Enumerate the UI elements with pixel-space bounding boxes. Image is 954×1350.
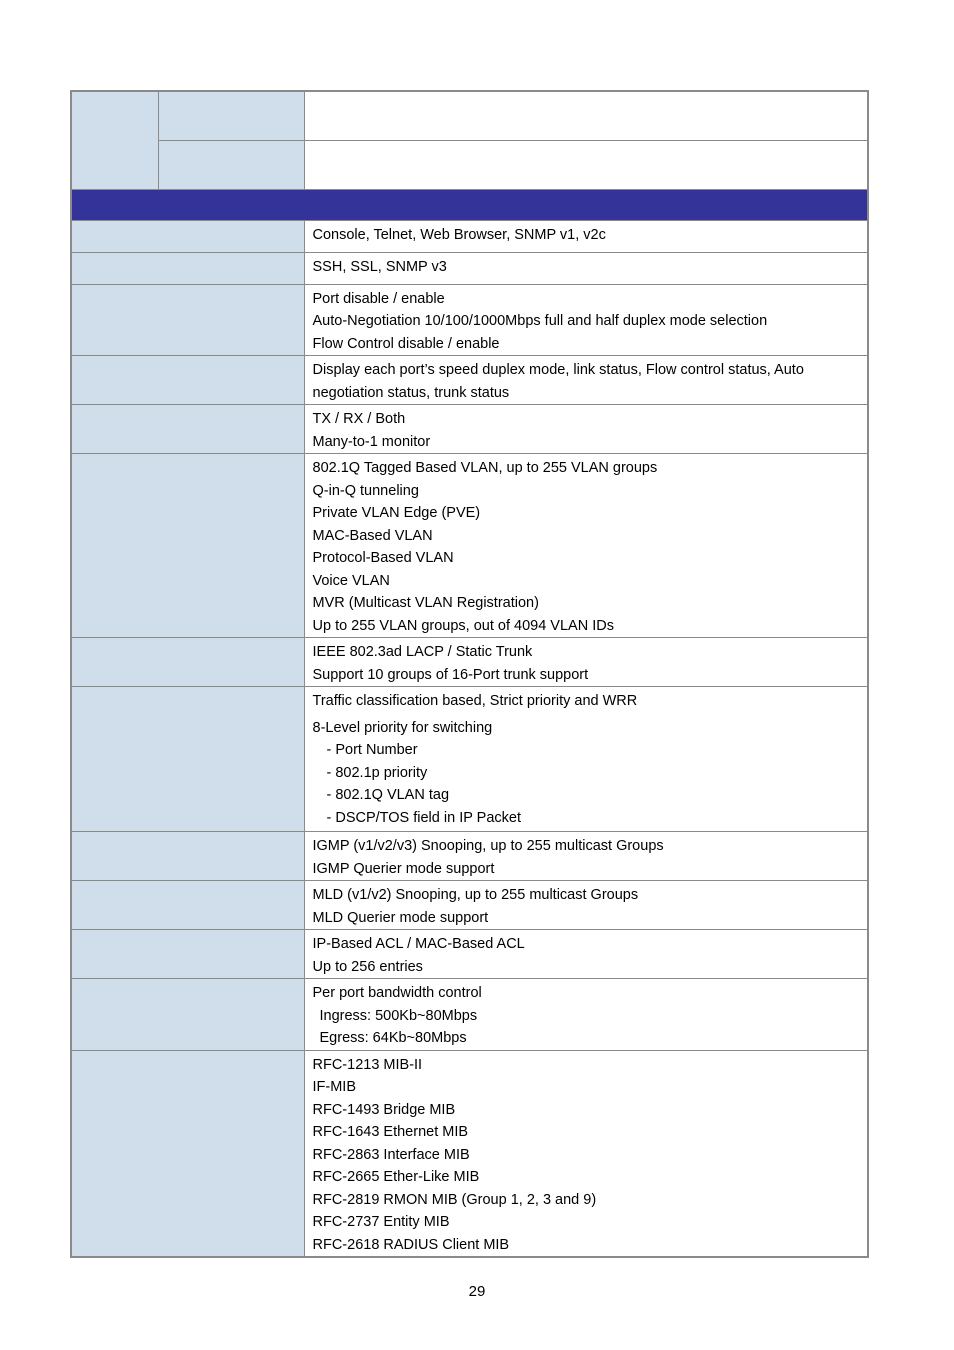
value-line: Traffic classification based, Strict priority and WRR — [312, 693, 638, 709]
value-line: - DSCP/TOS field in IP Packet — [326, 809, 521, 826]
row-label — [71, 252, 304, 284]
value-line: RFC-1213 MIB-II — [312, 1056, 423, 1073]
table-row — [71, 832, 868, 881]
value-line: - Port Number — [326, 742, 418, 758]
value-line: IF-MIB — [312, 1079, 356, 1095]
value-line: Protocol-Based VLAN — [312, 550, 454, 566]
value-line: Port disable / enable — [312, 290, 445, 307]
value-line: Q-in-Q tunneling — [312, 482, 419, 499]
row-label — [71, 220, 304, 252]
value-line: RFC-2665 Ether-Like MIB — [312, 1169, 480, 1185]
section-header-row — [71, 189, 868, 220]
row-label — [71, 979, 304, 1051]
value-line: RFC-2618 RADIUS Client MIB — [312, 1236, 510, 1253]
value-line: Per port bandwidth control — [312, 985, 482, 1001]
row-label — [71, 881, 304, 930]
row-label — [71, 356, 304, 405]
table-row — [71, 979, 868, 1051]
top-value-2 — [304, 140, 868, 189]
top-sub-label-1 — [158, 91, 304, 140]
top-group-label — [71, 91, 158, 189]
value-line: IEEE 802.3ad LACP / Static Trunk — [312, 644, 533, 660]
value-line: Flow Control disable / enable — [312, 335, 500, 352]
value-line: TX / RX / Both — [312, 411, 406, 427]
row-value — [304, 220, 868, 252]
value-line: Voice VLAN — [312, 572, 390, 589]
value-line: RFC-1643 Ethernet MIB — [312, 1124, 469, 1140]
page-number: 29 — [468, 1283, 486, 1300]
row-value — [304, 979, 868, 1051]
row-label — [71, 832, 304, 881]
table-row — [71, 405, 868, 454]
row-value — [304, 405, 868, 454]
row-label — [71, 687, 304, 832]
row-value — [304, 1050, 868, 1257]
row-value — [304, 881, 868, 930]
top-sub-label-2 — [158, 140, 304, 189]
row-value — [304, 284, 868, 356]
value-line: RFC-2819 RMON MIB (Group 1, 2, 3 and 9) — [312, 1191, 597, 1208]
value-line: SSH, SSL, SNMP v3 — [312, 258, 447, 275]
row-value — [304, 930, 868, 979]
value-line: MVR (Multicast VLAN Registration) — [312, 595, 539, 611]
table-row — [71, 284, 868, 356]
row-label — [71, 405, 304, 454]
top-value-1 — [304, 91, 868, 140]
value-line: RFC-1493 Bridge MIB — [312, 1101, 456, 1118]
value-line: IGMP (v1/v2/v3) Snooping, up to 255 multicast Groups — [312, 838, 664, 854]
row-label — [71, 930, 304, 979]
value-line: IGMP Querier mode support — [312, 860, 495, 877]
value-line: Up to 256 entries — [312, 958, 423, 975]
row-label — [71, 638, 304, 687]
value-line: negotiation status, trunk status — [312, 384, 510, 401]
row-label — [71, 1050, 304, 1257]
table-row — [71, 356, 868, 405]
value-line: MLD (v1/v2) Snooping, up to 255 multicast Groups — [312, 887, 639, 903]
value-line: - 802.1p priority — [326, 764, 428, 781]
row-label — [71, 454, 304, 638]
row-value — [304, 832, 868, 881]
spec-table — [70, 90, 869, 1258]
table-row — [71, 687, 868, 832]
value-line: Egress: 64Kb~80Mbps — [319, 1030, 467, 1046]
value-line: Up to 255 VLAN groups, out of 4094 VLAN IDs — [312, 617, 614, 634]
row-label — [71, 284, 304, 356]
table-row — [71, 252, 868, 284]
top-row-2 — [71, 140, 868, 189]
value-line: MAC-Based VLAN — [312, 527, 433, 544]
value-line: RFC-2863 Interface MIB — [312, 1146, 470, 1163]
section-header — [71, 189, 868, 220]
value-line: Support 10 groups of 16-Port trunk support — [312, 666, 589, 683]
table-row — [71, 1050, 868, 1257]
row-value — [304, 252, 868, 284]
value-line: Private VLAN Edge (PVE) — [312, 505, 481, 521]
top-row-1 — [71, 91, 868, 140]
row-value — [304, 454, 868, 638]
value-line: Display each port’s speed duplex mode, link status, Flow control status, Auto — [312, 362, 804, 378]
row-value — [304, 356, 868, 405]
table-row — [71, 881, 868, 930]
value-line: Console, Telnet, Web Browser, SNMP v1, v2c — [312, 226, 606, 243]
value-line: RFC-2737 Entity MIB — [312, 1214, 450, 1230]
row-value — [304, 687, 868, 832]
value-line: Auto-Negotiation 10/100/1000Mbps full and half duplex mode selection — [312, 313, 768, 329]
table-row — [71, 454, 868, 638]
row-value — [304, 638, 868, 687]
value-line: 8-Level priority for switching — [312, 719, 493, 736]
table-row — [71, 638, 868, 687]
value-line: Many-to-1 monitor — [312, 433, 431, 450]
value-line: 802.1Q Tagged Based VLAN, up to 255 VLAN groups — [312, 460, 658, 476]
value-line: - 802.1Q VLAN tag — [326, 787, 450, 803]
value-line: MLD Querier mode support — [312, 909, 489, 926]
value-line: IP-Based ACL / MAC-Based ACL — [312, 936, 525, 952]
table-row — [71, 930, 868, 979]
table-row — [71, 220, 868, 252]
value-line: Ingress: 500Kb~80Mbps — [319, 1007, 478, 1024]
